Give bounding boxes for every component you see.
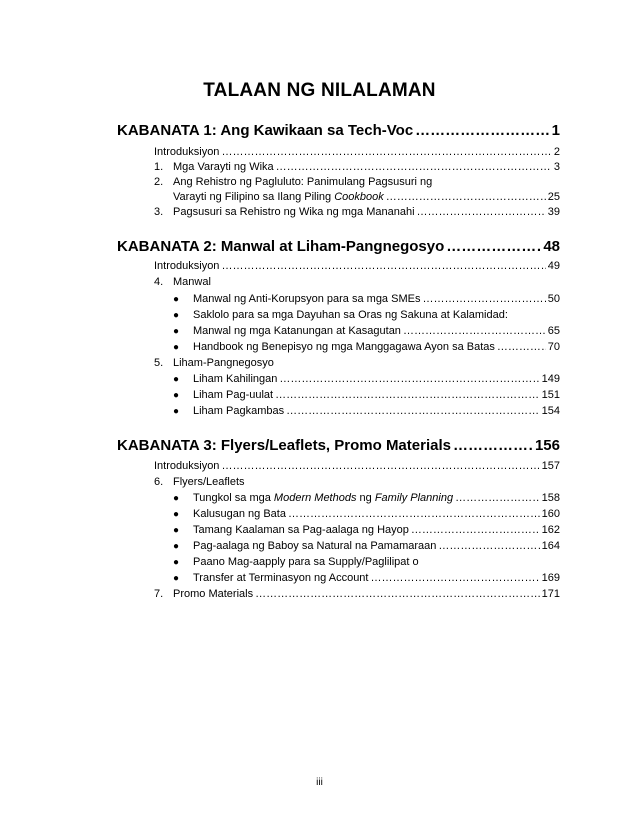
entry-label: Varayti ng Filipino sa Ilang Piling <box>173 191 335 203</box>
dot-leader <box>370 572 539 584</box>
entry-number: 6. <box>154 476 164 488</box>
entry-page: 65 <box>547 325 560 337</box>
entry-number: 7. <box>154 588 164 600</box>
toc-entry <box>154 146 560 158</box>
toc-bullet-entry <box>173 293 560 305</box>
toc-entry <box>154 260 560 272</box>
entry-label: Tamang Kaalaman sa Pag-aalaga ng Hayop <box>193 524 409 536</box>
toc-bullet-entry <box>173 373 560 385</box>
entry-page: 162 <box>541 524 560 536</box>
toc-entry <box>154 206 560 218</box>
chapter-page: 156 <box>534 437 560 454</box>
entry-page: 154 <box>541 405 560 417</box>
entry-label: Manwal <box>173 276 211 288</box>
entry-label: Manwal ng mga Katanungan at Kasagutan <box>193 325 401 337</box>
entry-label: Introduksiyon <box>154 260 220 272</box>
dot-leader <box>453 437 533 454</box>
bullet-icon: ● <box>173 374 180 385</box>
bullet-icon: ● <box>173 493 180 504</box>
entry-number: 5. <box>154 357 164 369</box>
dot-leader <box>415 122 550 139</box>
toc-bullet-entry <box>173 572 560 584</box>
bullet-icon: ● <box>173 509 180 520</box>
entry-page: 50 <box>547 293 560 305</box>
dot-leader <box>455 492 540 504</box>
toc-bullet-entry <box>173 309 508 321</box>
chapter-label: KABANATA 2: Manwal at Liham-Pangnegosyo <box>117 238 445 255</box>
bullet-icon: ● <box>173 390 180 401</box>
dot-leader <box>438 540 539 552</box>
bullet-icon: ● <box>173 294 180 305</box>
entry-number: 2. <box>154 176 164 188</box>
toc-bullet-entry <box>173 556 419 568</box>
toc-entry <box>154 276 211 288</box>
entry-label: Liham Pagkambas <box>193 405 285 417</box>
entry-page: 164 <box>541 540 560 552</box>
dot-leader <box>417 206 546 218</box>
entry-label: Introduksiyon <box>154 460 220 472</box>
entry-label: Ang Rehistro ng Pagluluto: Panimulang Pagsusuri ng <box>173 176 433 188</box>
entry-label: Handbook ng Benepisyo ng mga Manggagawa Ayon sa Batas <box>193 341 495 353</box>
entry-page: 70 <box>547 341 560 353</box>
chapter-label: KABANATA 1: Ang Kawikaan sa Tech-Voc <box>117 122 414 139</box>
toc-entry <box>154 176 432 188</box>
toc-bullet-entry <box>173 540 560 552</box>
toc-entry <box>154 476 245 488</box>
bullet-icon: ● <box>173 326 180 337</box>
toc-bullet-entry <box>173 405 560 417</box>
chapter-2-heading <box>117 238 560 255</box>
entry-label-emphasis: Modern Methods <box>273 492 357 504</box>
toc-entry <box>154 161 560 173</box>
entry-label: Flyers/Leaflets <box>173 476 245 488</box>
entry-page: 3 <box>553 161 560 173</box>
dot-leader <box>279 373 539 385</box>
dot-leader <box>403 325 546 337</box>
entry-page: 169 <box>541 572 560 584</box>
entry-page: 158 <box>541 492 560 504</box>
entry-number: 1. <box>154 161 164 173</box>
page-number: iii <box>316 777 323 788</box>
entry-label: Introduksiyon <box>154 146 220 158</box>
bullet-icon: ● <box>173 541 180 552</box>
toc-bullet-entry <box>173 492 560 504</box>
dot-leader <box>221 146 551 158</box>
entry-label: Pag-aalaga ng Baboy sa Natural na Pamamaraan <box>193 540 437 552</box>
dot-leader <box>221 260 545 272</box>
dot-leader <box>275 389 540 401</box>
toc-bullet-entry <box>173 524 560 536</box>
bullet-icon: ● <box>173 557 180 568</box>
bullet-icon: ● <box>173 310 180 321</box>
toc-entry <box>154 460 560 472</box>
toc-entry <box>154 357 274 369</box>
toc-entry <box>154 588 560 600</box>
entry-label: ng <box>356 492 375 504</box>
dot-leader <box>497 341 546 353</box>
toc-bullet-entry <box>173 325 560 337</box>
entry-label: Manwal ng Anti-Korupsyon para sa mga SMEs <box>193 293 421 305</box>
entry-label: Mga Varayti ng Wika <box>173 161 274 173</box>
entry-page: 171 <box>541 588 560 600</box>
entry-number: 4. <box>154 276 164 288</box>
entry-page: 160 <box>541 508 560 520</box>
page-title: TALAAN NG NILALAMAN <box>203 80 436 101</box>
dot-leader <box>255 588 540 600</box>
entry-label: Transfer at Terminasyon ng Account <box>193 572 369 584</box>
entry-number: 3. <box>154 206 164 218</box>
entry-page: 149 <box>541 373 560 385</box>
dot-leader <box>386 191 546 203</box>
dot-leader <box>221 460 539 472</box>
entry-page: 2 <box>553 146 560 158</box>
toc-bullet-entry <box>173 341 560 353</box>
dot-leader <box>276 161 552 173</box>
entry-label: Tungkol sa mga <box>193 492 274 504</box>
dot-leader <box>286 405 540 417</box>
entry-page: 39 <box>547 206 560 218</box>
bullet-icon: ● <box>173 342 180 353</box>
chapter-3-heading <box>117 437 560 454</box>
chapter-1-heading <box>117 122 560 139</box>
entry-page: 151 <box>541 389 560 401</box>
dot-leader <box>446 238 541 255</box>
bullet-icon: ● <box>173 406 180 417</box>
entry-label: Liham Pag-uulat <box>193 389 274 401</box>
chapter-label: KABANATA 3: Flyers/Leaflets, Promo Materials <box>117 437 451 454</box>
entry-label: Promo Materials <box>173 588 254 600</box>
chapter-page: 1 <box>551 122 560 139</box>
entry-label: Saklolo para sa mga Dayuhan sa Oras ng Sakuna at Kalamidad: <box>193 309 508 321</box>
dot-leader <box>411 524 540 536</box>
entry-page: 25 <box>547 191 560 203</box>
entry-label: Liham-Pangnegosyo <box>173 357 274 369</box>
entry-label: Pagsusuri sa Rehistro ng Wika ng mga Mananahi <box>173 206 415 218</box>
toc-bullet-entry <box>173 508 560 520</box>
toc-entry-continuation <box>173 191 560 203</box>
chapter-page: 48 <box>543 238 560 255</box>
entry-label-emphasis: Cookbook <box>334 191 384 203</box>
entry-label: Liham Kahilingan <box>193 373 278 385</box>
dot-leader <box>422 293 545 305</box>
dot-leader <box>288 508 540 520</box>
toc-bullet-entry <box>173 389 560 401</box>
entry-label: Kalusugan ng Bata <box>193 508 286 520</box>
entry-page: 157 <box>541 460 560 472</box>
entry-label-emphasis: Family Planning <box>374 492 454 504</box>
entry-label: Paano Mag-aapply para sa Supply/Paglilipat o <box>193 556 419 568</box>
bullet-icon: ● <box>173 573 180 584</box>
bullet-icon: ● <box>173 525 180 536</box>
entry-page: 49 <box>547 260 560 272</box>
